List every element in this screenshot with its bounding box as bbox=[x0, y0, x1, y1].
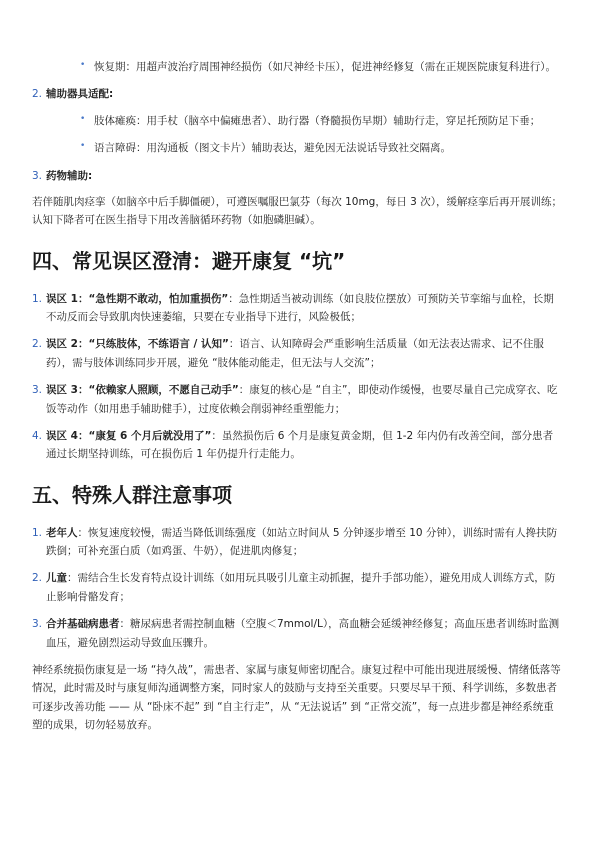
subheading-assistive-devices: 2. 辅助器具适配: bbox=[32, 88, 114, 101]
misconception-list bbox=[32, 290, 563, 464]
list-item: 2. 误区 2：“只练肢体，不练语言 / 认知”：语言、认知障碍会严重影响生活质量（如无法表达需求、记不住服药），需与肢体训练同步开展，避免 “肢体能动能走，但无法与人交流”； bbox=[32, 338, 544, 369]
section-heading-misconceptions: 四、常见误区澄清：避开康复 “坑” bbox=[32, 248, 346, 273]
special-groups-list bbox=[32, 524, 563, 652]
list-item: 4. 误区 4：“康复 6 个月后就没用了”：虽然损伤后 6 个月是康复黄金期，但 1-2 年内仍有改善空间，部分患者通过长期坚持训练，可在损伤后 1 年仍提升行走能力。 bbox=[32, 429, 554, 461]
list-item: 1. 误区 1：“急性期不敢动，怕加重损伤”：急性期适当被动训练（如良肢位摆放）可预防关节挛缩与血栓，长期不动反而会导致肌肉快速萎缩，只要在专业指导下进行，风险极低； bbox=[32, 292, 554, 323]
list-item: • 语言障碍：用沟通板（图文卡片）辅助表达，避免因无法说话导致社交隔离。 bbox=[80, 141, 451, 155]
list-item: 2. 儿童：需结合生长发育特点设计训练（如用玩具吸引儿童主动抓握，提升手部功能），避免用成人训练方式，防止影响骨骼发育； bbox=[32, 572, 556, 603]
list-item: • 恢复期：用超声波治疗周围神经损伤（如尺神经卡压），促进神经修复（需在正规医院康复科进行）。 bbox=[80, 60, 556, 73]
bullet-icon: • bbox=[80, 141, 86, 152]
list-item: • 肢体瘫痪：用手杖（脑卒中偏瘫患者）、助行器（脊髓损伤早期）辅助行走，穿足托预防足下垂； bbox=[80, 113, 541, 127]
section-heading-special-groups: 五、特殊人群注意事项 bbox=[32, 482, 232, 507]
drug-paragraph: 若伴随肌肉痉挛（如脑卒中后手脚僵硬），可遵医嘱服巴氯芬（每次 10mg，每日 3 次），缓解痉挛后再开展训练；认知下降者可在医生指导下用改善脑循环药物（如胞磷胆碱）。 bbox=[32, 195, 562, 227]
list-item: 1. 老年人：恢复速度较慢，需适当降低训练强度（如站立时间从 5 分钟逐步增至 10 分钟），训练时需有人搀扶防跌倒；可补充蛋白质（如鸡蛋、牛奶），促进肌肉修复； bbox=[32, 526, 558, 557]
bullet-icon: • bbox=[80, 113, 86, 124]
list-item: 3. 合并基础病患者：糖尿病患者需控制血糖（空腹＜7mmol/L），高血糖会延缓神经修复；高血压患者训练时监测血压，避免剧烈运动导致血压骤升。 bbox=[32, 618, 560, 649]
bullet-list-top bbox=[32, 58, 563, 76]
list-item: 3. 误区 3：“依赖家人照顾，不愿自己动手”：康复的核心是 “自主”，即使动作缓慢，也要尽量自己完成穿衣、吃饭等动作（如用患手辅助健手），过度依赖会削弱神经重塑能力； bbox=[32, 384, 558, 415]
closing-paragraph: 神经系统损伤康复是一场 “持久战”，需患者、家属与康复师密切配合。康复过程中可能出现进展缓慢、情绪低落等情况，此时需及时与康复师沟通调整方案，同时家人的鼓励与支持至关重要。只要尽早干预、科学训练，多数患者可逐步改善功能 —— 从 “卧床不起” 到 “自主行走”，从 “无法说话” 到 “正常交流”，每一点进步都是神经系统重塑的成果，切勿轻易放弃。 bbox=[32, 663, 561, 731]
bullet-list-assistive bbox=[32, 112, 563, 158]
bullet-icon: • bbox=[80, 60, 86, 70]
subheading-drug-assist: 3. 药物辅助: bbox=[32, 169, 93, 182]
